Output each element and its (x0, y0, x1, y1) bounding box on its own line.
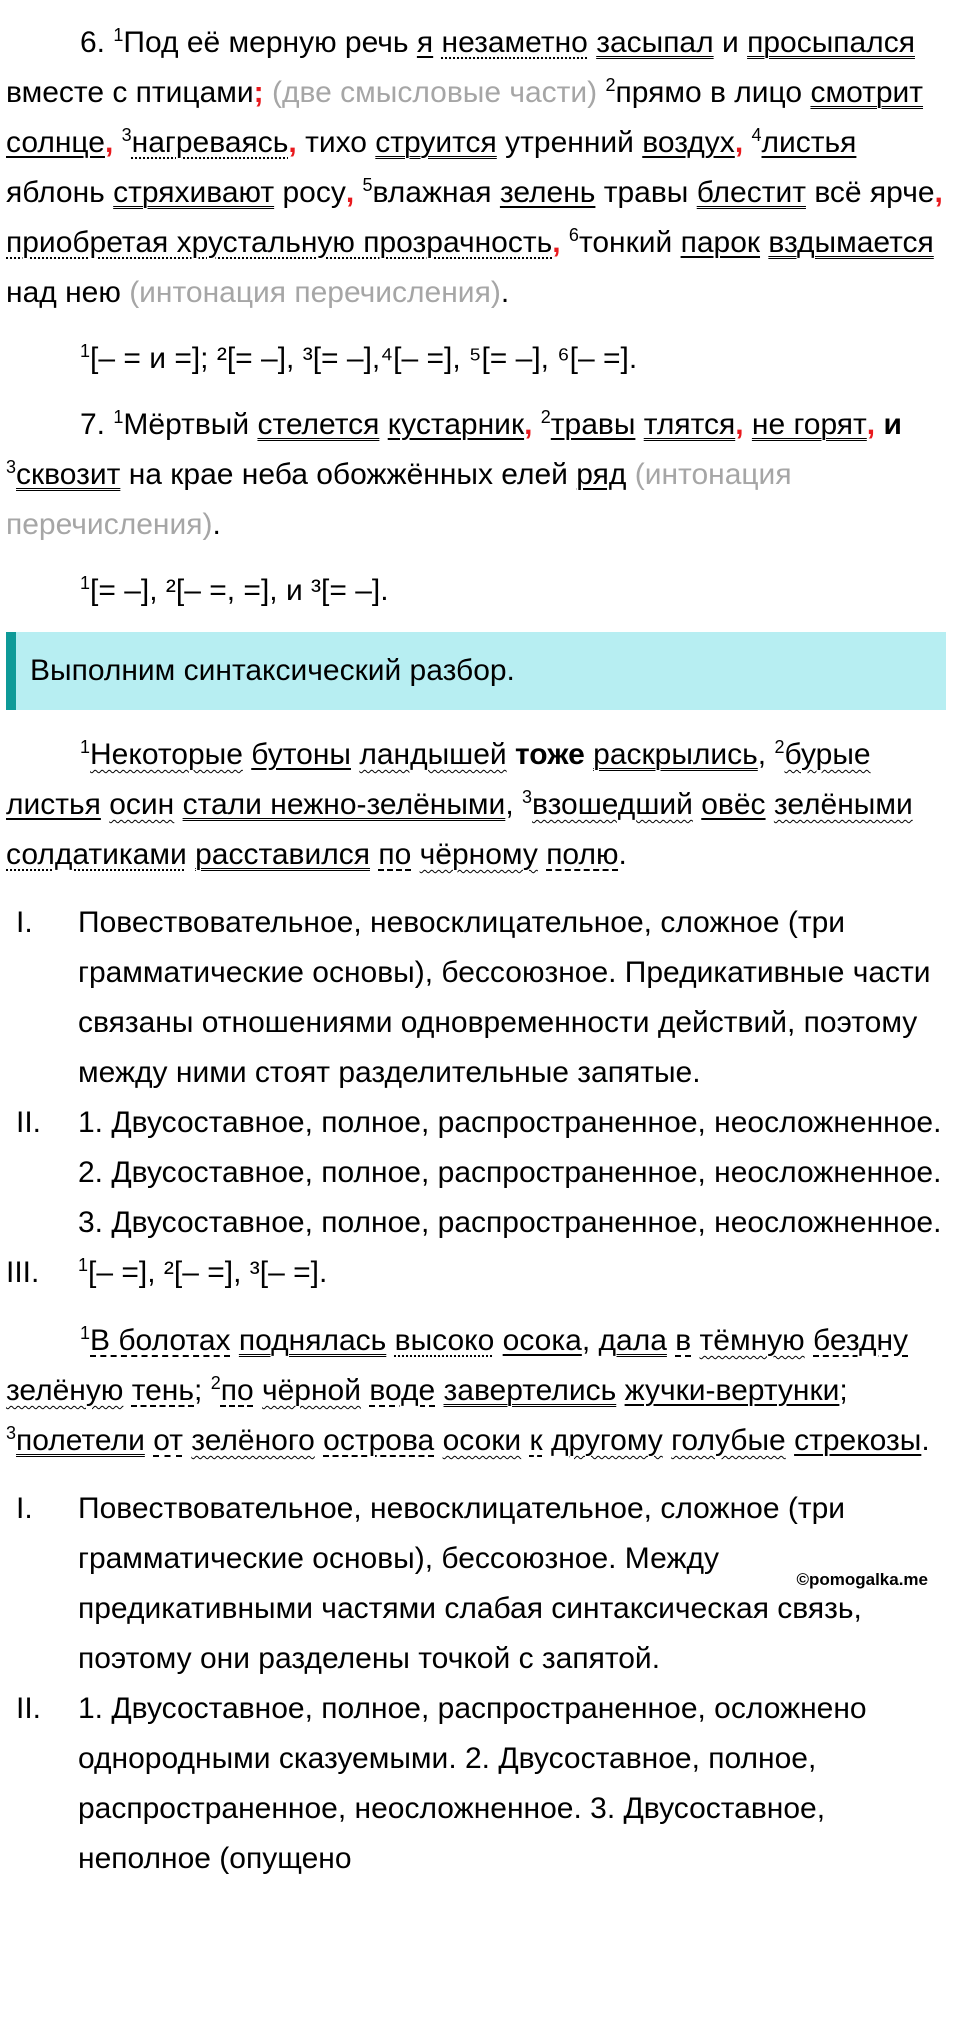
list-item: III. $^1$[– =], ²[– =], ³[– =]. (6, 1255, 328, 1289)
analysis-2-list (6, 1484, 946, 1884)
sentence-7: 7. $^1$Мёртвый стелется кустарник, $^2$травы тлятся, не горят, и $^3$сквозит на крае неба обожжённых елей ряд (интонация перечисления). (6, 407, 902, 541)
note-enumeration-7: (интонация перечисления) (6, 458, 792, 541)
list-item: II. 1. Двусоставное, полное, распространенное, неосложненное. 2. Двусоставное, полное, распространенное, неосложненное. 3. Двусоставное, полное, распространенное, неосложненное. (16, 1106, 942, 1239)
scheme-7: $^1$[= –], ²[– =, =], и ³[= –]. (80, 573, 389, 607)
analysis-sentence-2: $^1$В болотах поднялась высоко осока, дала в тёмную бездну зелёную тень; $^2$по чёрной воде завертелись жучки-вертунки; $^3$полетели от зелёного острова осоки к другому голубые стрекозы. (6, 1323, 930, 1457)
watermark: ©pomogalka.me (796, 1570, 928, 1589)
sentence-6: 6. $^1$Под её мерную речь я незаметно засыпал и просыпался вместе с птицами; (две смысловые части) $^2$прямо в лицо смотрит солнце, $^3$нагреваясь, тихо струится утренний воздух, $^4$листья яблонь стряхивают росу, $^5$влажная зелень травы блестит всё ярче, приобретая хрустальную прозрачность, $^6$тонкий парок вздымается над нею (интонация перечисления). (6, 25, 943, 309)
scheme-6: $^1$[– = и =]; ²[= –], ³[= –],⁴[– =], ⁵[= –], ⁶[– =]. (80, 341, 638, 375)
section-banner: Выполним синтаксический разбор. (6, 632, 946, 710)
analysis-sentence-1: $^1$Некоторые бутоны ландышей тоже раскрылись, $^2$бурые листья осин стали нежно-зелёными, $^3$взошедший овёс зелёными солдатиками расставился по чёрному полю. (6, 737, 913, 871)
note-two-parts: (две смысловые части) (272, 76, 598, 109)
list-item: I. Повествовательное, невосклицательное, сложное (три грамматические основы), бессоюзное. Предикативные части связаны отношениями одновременности действий, поэтому между ними стоят разделительные запятые. (16, 906, 931, 1089)
list-item: I. Повествовательное, невосклицательное, сложное (три грамматические основы), бессоюзное. Между предикативными частями слабая синтаксическая связь, поэтому они разделены точкой с запятой. (16, 1492, 862, 1675)
document-page (6, 0, 946, 1884)
sentence-7-number: 7. (80, 408, 106, 441)
sentence-6-number: 6. (80, 26, 106, 59)
list-item: II. 1. Двусоставное, полное, распространенное, осложнено однородными сказуемыми. 2. Двусоставное, полное, распространенное, неосложненное. 3. Двусоставное, неполное (опущено (16, 1692, 867, 1875)
note-enumeration: (интонация перечисления) (129, 276, 501, 309)
analysis-1-list (6, 898, 946, 1298)
